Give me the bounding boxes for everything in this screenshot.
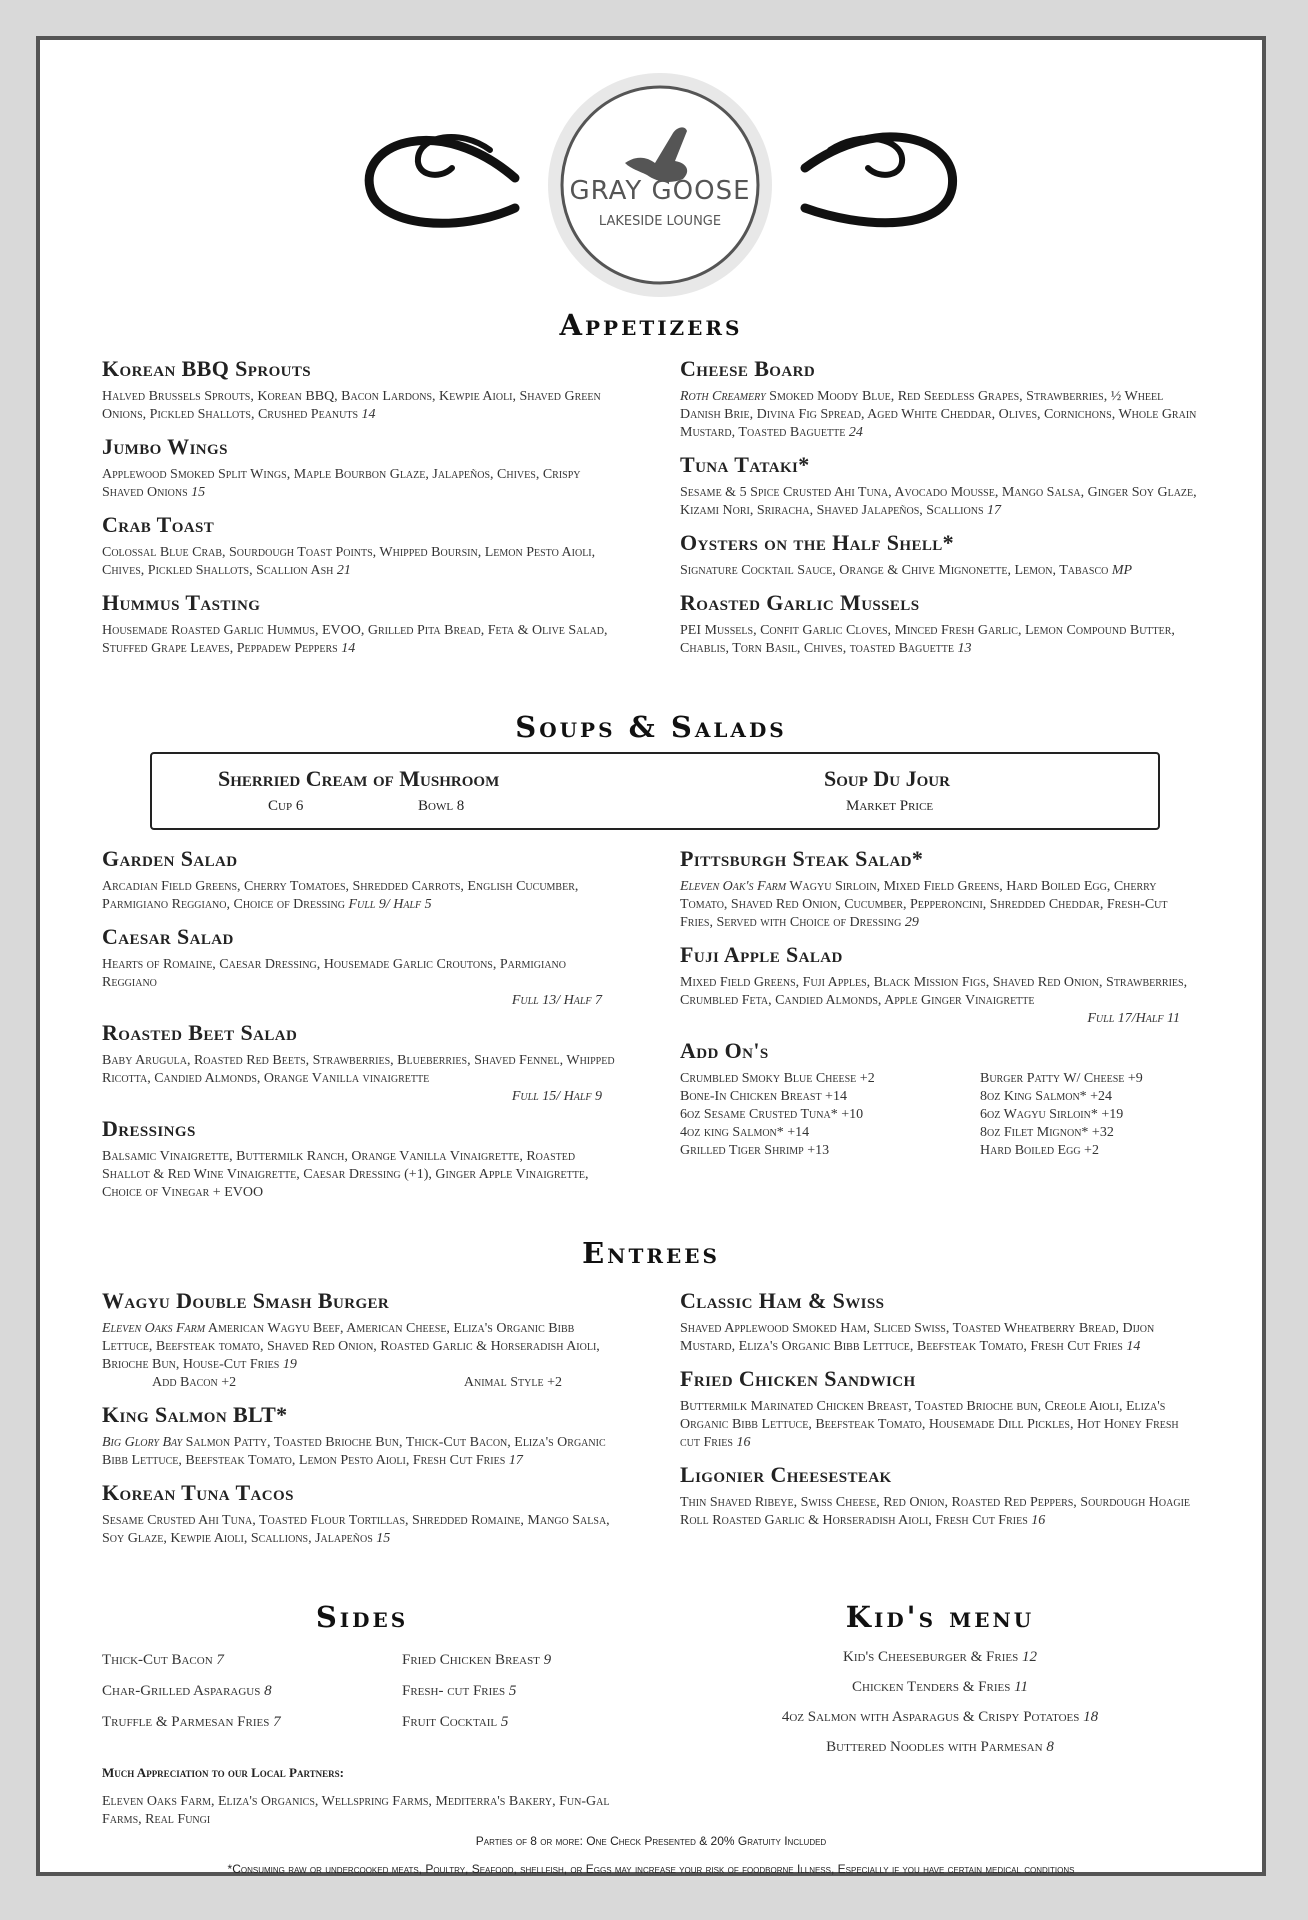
- appetizers-right-column: [680, 356, 1200, 668]
- sides-list: [102, 1652, 622, 1829]
- item-name: Hummus Tasting: [102, 590, 261, 615]
- addons-list: [680, 1070, 1200, 1160]
- kids-item: 4oz Salmon with Asparagus & Crispy Potatoes 18: [781, 1709, 1099, 1725]
- addons-left: Crumbled Smoky Blue Cheese +2 Bone-In Chicken Breast +14 6oz Sesame Crusted Tuna* +10 4oz king Salmon* +14 Grilled Tiger Shrimp +13: [680, 1071, 875, 1158]
- soup-cup-price: Cup 6: [268, 798, 304, 814]
- menu-item: [680, 356, 1200, 442]
- menu-item: [680, 1288, 1200, 1356]
- side-item: Char-Grilled Asparagus 8: [102, 1683, 272, 1699]
- menu-item: [102, 1116, 622, 1202]
- item-desc: Balsamic Vinaigrette, Buttermilk Ranch, Orange Vanilla Vinaigrette, Roasted Shallot & Red Wine Vinaigrette, Caesar Dressing (+1), Ginger Apple Vinaigrette, Choice of Vinegar + EVOO: [102, 1149, 589, 1200]
- menu-item: [102, 512, 622, 580]
- logo-name: GRAY GOOSE: [569, 176, 751, 206]
- item-desc: Eleven Oak's Farm Wagyu Sirloin, Mixed Field Greens, Hard Boiled Egg, Cherry Tomato, Shaved Red Onion, Cucumber, Pepperoncini, Shredded Cheddar, Fresh-Cut Fries, Served with Choice of Dressing 29: [680, 879, 1168, 930]
- item-name: Jumbo Wings: [102, 434, 228, 459]
- item-name: Roasted Beet Salad: [102, 1020, 298, 1045]
- section-title-entrees: Entrees: [582, 1236, 720, 1270]
- item-name: Tuna Tataki*: [680, 452, 810, 477]
- kids-list: [680, 1642, 1200, 1762]
- menu-item: [680, 846, 1200, 932]
- section-title-appetizers: Appetizers: [559, 308, 743, 342]
- item-name: Caesar Salad: [102, 924, 234, 949]
- menu-item: [102, 1402, 622, 1470]
- side-item: Truffle & Parmesan Fries 7: [102, 1714, 281, 1730]
- section-title-sides: Sides: [315, 1600, 409, 1634]
- section-title-kids: Kid's menu: [845, 1600, 1035, 1634]
- menu-item: [102, 356, 622, 424]
- item-name: Dressings: [102, 1116, 196, 1141]
- partners-title: Much Appreciation to our Local Partners:: [102, 1765, 345, 1780]
- item-name: Cheese Board: [680, 356, 816, 381]
- item-name: Classic Ham & Swiss: [680, 1288, 885, 1313]
- item-name: Ligonier Cheesesteak: [680, 1462, 892, 1487]
- item-desc: Housemade Roasted Garlic Hummus, EVOO, Grilled Pita Bread, Feta & Olive Salad, Stuffed Grape Leaves, Peppadew Peppers 14: [102, 623, 608, 656]
- item-name: Garden Salad: [102, 846, 238, 871]
- kids-item: Kid's Cheeseburger & Fries 12: [843, 1649, 1037, 1665]
- item-name: Fuji Apple Salad: [680, 942, 843, 967]
- item-extras: Add Bacon +2 Animal Style +2: [152, 1375, 562, 1390]
- entrees-left-column: [102, 1288, 622, 1558]
- partners-text: Eleven Oaks Farm, Eliza's Organics, Wellspring Farms, Mediterra's Bakery, Fun-Gal Farms, Real Fungi: [102, 1794, 610, 1827]
- item-desc: Big Glory Bay Salmon Patty, Toasted Brioche Bun, Thick-Cut Bacon, Eliza's Organic Bibb Lettuce, Beefsteak Tomato, Lemon Pesto Aioli, Fresh Cut Fries 17: [102, 1435, 606, 1468]
- addons-title: Add On's: [680, 1038, 769, 1063]
- side-item: Fruit Cocktail 5: [402, 1714, 509, 1730]
- item-name: Fried Chicken Sandwich: [680, 1366, 916, 1391]
- kids-item: Chicken Tenders & Fries 11: [852, 1679, 1028, 1695]
- entrees-right-column: [680, 1288, 1200, 1540]
- menu-item: [102, 846, 622, 914]
- soup-jour-price: Market Price: [846, 798, 934, 814]
- item-name: King Salmon BLT*: [102, 1402, 288, 1427]
- item-desc: Mixed Field Greens, Fuji Apples, Black Mission Figs, Shaved Red Onion, Strawberries, Crumbled Feta, Candied Almonds, Apple Ginger Vinaigrette Full 17/Half 11: [680, 975, 1188, 1026]
- menu-item: [680, 942, 1200, 1028]
- item-desc: Hearts of Romaine, Caesar Dressing, Housemade Garlic Croutons, Parmigiano Reggiano Full 13/ Half 7: [102, 957, 602, 1008]
- section-title-soups: Soups & Salads: [515, 710, 787, 744]
- menu-item: [102, 1020, 622, 1106]
- footer-warning: *Consuming raw or undercooked meats, Poultry, Seafood, shellfish, or Eggs may increase your risk of foodborne Illness, Especially if you have certain medical conditions: [227, 1862, 1075, 1876]
- logo-sub: LAKESIDE LOUNGE: [598, 214, 722, 229]
- soup-jour-name: Soup Du Jour: [824, 766, 950, 791]
- item-desc: Sesame & 5 Spice Crusted Ahi Tuna, Avocado Mousse, Mango Salsa, Ginger Soy Glaze, Kizami Nori, Sriracha, Shaved Jalapeños, Scallions 17: [680, 485, 1197, 518]
- side-item: Fried Chicken Breast 9: [402, 1652, 552, 1668]
- menu-item: [102, 924, 622, 1010]
- item-desc: PEI Mussels, Confit Garlic Cloves, Minced Fresh Garlic, Lemon Compound Butter, Chablis, Torn Basil, Chives, toasted Baguette 13: [680, 623, 1175, 656]
- addons-right: Burger Patty W/ Cheese +9 8oz King Salmon* +24 6oz Wagyu Sirloin* +19 8oz Filet Mignon* +32 Hard Boiled Egg +2: [980, 1071, 1143, 1158]
- item-desc: Eleven Oaks Farm American Wagyu Beef, American Cheese, Eliza's Organic Bibb Lettuce, Beefsteak tomato, Shaved Red Onion, Roasted Garlic & Horseradish Aioli, Brioche Bun, House-Cut Fries 19: [102, 1321, 600, 1372]
- item-desc: Thin Shaved Ribeye, Swiss Cheese, Red Onion, Roasted Red Peppers, Sourdough Hoagie Roll Roasted Garlic & Horseradish Aioli, Fresh Cut Fries 16: [680, 1495, 1191, 1528]
- salads-right-column: [680, 846, 1200, 1170]
- menu-item: [102, 434, 622, 502]
- item-desc: Halved Brussels Sprouts, Korean BBQ, Bacon Lardons, Kewpie Aioli, Shaved Green Onions, Pickled Shallots, Crushed Peanuts 14: [102, 389, 601, 422]
- logo: [340, 58, 980, 308]
- side-item: Fresh- cut Fries 5: [402, 1683, 517, 1699]
- soup-bowl-price: Bowl 8: [418, 798, 465, 814]
- menu-item: [102, 590, 622, 658]
- item-name: Crab Toast: [102, 512, 215, 537]
- item-name: Oysters on the Half Shell*: [680, 530, 955, 555]
- menu-page: [36, 36, 1266, 1876]
- item-desc: Signature Cocktail Sauce, Orange & Chive Mignonette, Lemon, Tabasco MP: [680, 563, 1133, 578]
- menu-item: [680, 530, 1200, 580]
- item-desc: Sesame Crusted Ahi Tuna, Toasted Flour Tortillas, Shredded Romaine, Mango Salsa, Soy Glaze, Kewpie Aioli, Scallions, Jalapeños 15: [102, 1513, 610, 1546]
- item-desc: Colossal Blue Crab, Sourdough Toast Points, Whipped Boursin, Lemon Pesto Aioli, Chives, Pickled Shallots, Scallion Ash 21: [102, 545, 596, 578]
- item-name: Wagyu Double Smash Burger: [102, 1288, 390, 1313]
- menu-item: [680, 452, 1200, 520]
- item-desc: Arcadian Field Greens, Cherry Tomatoes, Shredded Carrots, English Cucumber, Parmigiano Reggiano, Choice of Dressing Full 9/ Half 5: [102, 879, 579, 912]
- kids-item: Buttered Noodles with Parmesan 8: [826, 1739, 1054, 1755]
- appetizers-left-column: [102, 356, 622, 668]
- item-name: Korean Tuna Tacos: [102, 1480, 294, 1505]
- item-desc: Shaved Applewood Smoked Ham, Sliced Swiss, Toasted Wheatberry Bread, Dijon Mustard, Eliza's Organic Bibb Lettuce, Beefsteak Tomato, Fresh Cut Fries 14: [680, 1321, 1155, 1354]
- menu-item: [680, 1462, 1200, 1530]
- item-name: Roasted Garlic Mussels: [680, 590, 920, 615]
- side-item: Thick-Cut Bacon 7: [102, 1652, 224, 1668]
- item-desc: Applewood Smoked Split Wings, Maple Bourbon Glaze, Jalapeños, Chives, Crispy Shaved Onions 15: [102, 467, 581, 500]
- menu-item: [680, 590, 1200, 658]
- menu-item: [102, 1480, 622, 1548]
- addons: [680, 1038, 1200, 1160]
- item-desc: Baby Arugula, Roasted Red Beets, Strawberries, Blueberries, Shaved Fennel, Whipped Ricotta, Candied Almonds, Orange Vanilla vinaigrette Full 15/ Half 9: [102, 1053, 615, 1104]
- soups-box: [150, 752, 1160, 830]
- footer-parties: Parties of 8 or more: One Check Presented & 20% Gratuity Included: [475, 1834, 827, 1848]
- item-desc: Buttermilk Marinated Chicken Breast, Toasted Brioche bun, Creole Aioli, Eliza's Organic Bibb Lettuce, Beefsteak Tomato, Housemade Dill Pickles, Hot Honey Fresh cut Fries 16: [680, 1399, 1179, 1450]
- menu-item: [680, 1366, 1200, 1452]
- salads-left-column: [102, 846, 622, 1212]
- partners: [102, 1765, 622, 1829]
- item-desc: Roth Creamery Smoked Moody Blue, Red Seedless Grapes, Strawberries, ½ Wheel Danish Brie, Divina Fig Spread, Aged White Cheddar, Olives, Cornichons, Whole Grain Mustard, Toasted Baguette 24: [680, 389, 1197, 440]
- soup-mushroom-name: Sherried Cream of Mushroom: [218, 766, 500, 791]
- menu-item: [102, 1288, 622, 1392]
- item-name: Korean BBQ Sprouts: [102, 356, 312, 381]
- item-name: Pittsburgh Steak Salad*: [680, 846, 924, 871]
